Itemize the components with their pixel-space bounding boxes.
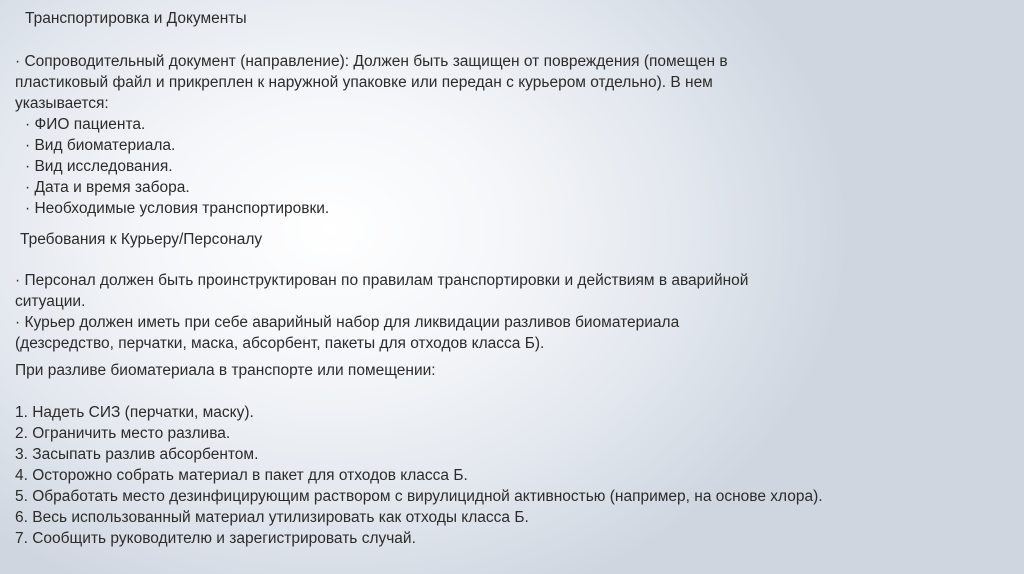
section-heading-transport: Транспортировка и Документы	[25, 10, 247, 27]
list-item: · Дата и время забора.	[25, 179, 190, 196]
section-heading-courier: Требования к Курьеру/Персоналу	[20, 231, 263, 248]
step-item: 7. Сообщить руководителю и зарегистрировать случай.	[15, 530, 416, 547]
document-paragraph-line: · Сопроводительный документ (направление): Должен быть защищен от повреждения (помещен в	[15, 53, 728, 70]
step-item: 2. Ограничить место разлива.	[15, 425, 231, 442]
document-paragraph-line: пластиковый файл и прикреплен к наружной упаковке или передан с курьером отдельно). В нем	[15, 74, 713, 91]
staff-paragraph-line: · Персонал должен быть проинструктирован по правилам транспортировки и действиям в аварийной	[15, 272, 749, 289]
courier-paragraph-line: · Курьер должен иметь при себе аварийный набор для ликвидации разливов биоматериала	[15, 314, 680, 331]
list-item: · Вид биоматериала.	[25, 137, 176, 154]
step-item: 3. Засыпать разлив абсорбентом.	[15, 446, 259, 463]
step-item: 1. Надеть СИЗ (перчатки, маску).	[15, 404, 254, 421]
document-paragraph-line: указывается:	[15, 95, 109, 112]
courier-paragraph-line: (дезсредство, перчатки, маска, абсорбент, пакеты для отходов класса Б).	[15, 335, 545, 352]
step-item: 4. Осторожно собрать материал в пакет для отходов класса Б.	[15, 467, 468, 484]
list-item: · Необходимые условия транспортировки.	[25, 200, 330, 217]
list-item: · Вид исследования.	[25, 158, 173, 175]
section-heading-spill: При разливе биоматериала в транспорте или помещении:	[15, 362, 436, 379]
staff-paragraph-line: ситуации.	[15, 293, 86, 310]
step-item: 6. Весь использованный материал утилизировать как отходы класса Б.	[15, 509, 529, 526]
list-item: · ФИО пациента.	[25, 116, 146, 133]
step-item: 5. Обработать место дезинфицирующим раствором с вирулицидной активностью (например, на основе хлора).	[15, 488, 823, 505]
